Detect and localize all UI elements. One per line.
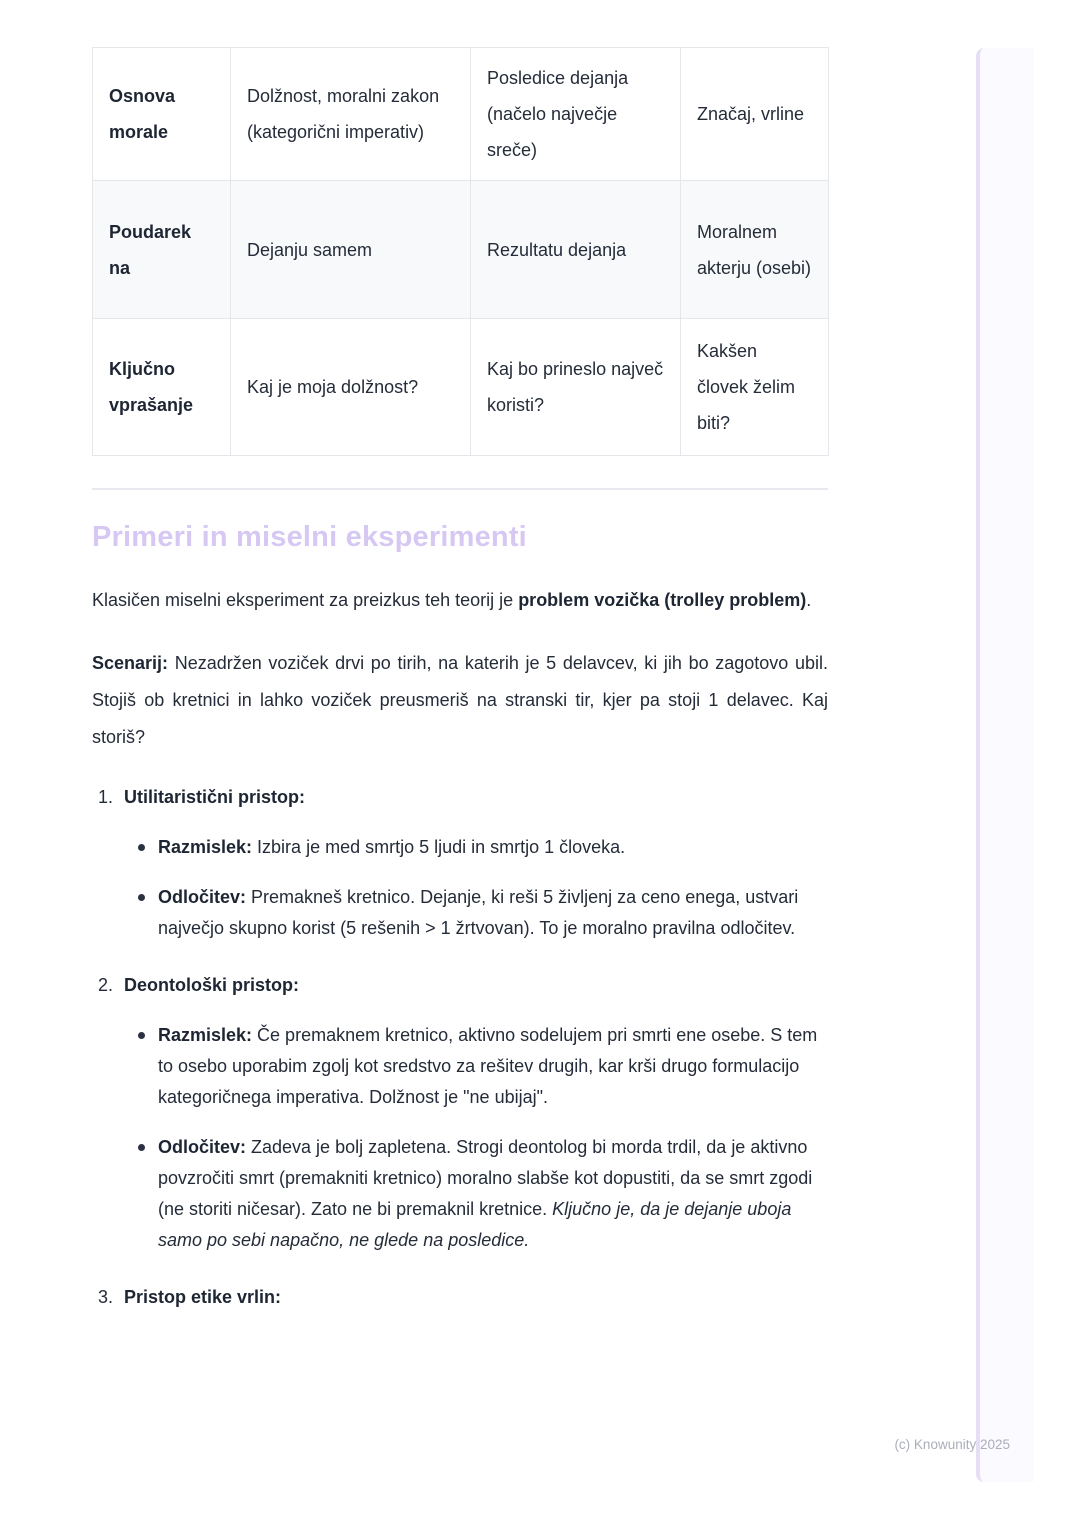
bullet-body-italic: Ključno je, da je dejanje uboja samo po sebi napačno, ne glede na posledice.	[158, 1199, 792, 1250]
copyright-notice: (c) Knowunity 2025	[894, 1437, 1010, 1452]
table-row	[93, 181, 829, 319]
intro-bold-term: problem vozička (trolley problem)	[518, 590, 807, 610]
scenario-paragraph	[92, 645, 828, 756]
list-item-number: 3.	[98, 1287, 114, 1307]
bullet-label: Odločitev:	[158, 887, 247, 907]
table-row-label: Ključno vprašanje	[93, 319, 231, 456]
bullet-icon	[138, 1144, 145, 1151]
bullet-body: Premakneš kretnico. Dejanje, ki reši 5 življenj za ceno enega, ustvari največjo skupno korist (5 rešenih > 1 žrtvovan). To je moralno pravilna odločitev.	[158, 887, 799, 938]
approaches-list	[92, 782, 828, 1313]
bullet-label: Razmislek:	[158, 1025, 253, 1045]
list-item	[92, 782, 828, 813]
list-item-title: Pristop etike vrlin:	[124, 1287, 282, 1307]
bullet-text	[158, 832, 828, 863]
document-page	[92, 47, 828, 1313]
table-cell-utilitarianism: Posledice dejanja (načelo največje sreče)	[471, 48, 681, 181]
table-row	[93, 48, 829, 181]
scenario-text: Nezadržen voziček drvi po tirih, na katerih je 5 delavcev, ki jih bo zagotovo ubil. Stojiš ob kretnici in lahko voziček preusmeriš na stranski tir, kjer pa stoji 1 delavec. Kaj storiš?	[92, 653, 828, 747]
intro-paragraph	[92, 582, 828, 619]
list-item-title: Deontološki pristop:	[124, 975, 299, 995]
approach-utilitarian	[92, 782, 828, 944]
section-heading: Primeri in miselni eksperimenti	[92, 521, 527, 553]
bullet-label: Odločitev:	[158, 1137, 247, 1157]
table-row-label: Poudarek na	[93, 181, 231, 319]
table-cell-utilitarianism: Rezultatu dejanja	[471, 181, 681, 319]
bullet-body: Izbira je med smrtjo 5 ljudi in smrtjo 1 človeka.	[252, 837, 626, 857]
bullet-body: Zadeva je bolj zapletena. Strogi deontolog bi morda trdil, da je aktivno povzročiti smrt (premakniti kretnico) moralno slabše kot dopustiti, da se smrt zgodi (ne storiti ničesar). Zato ne bi premaknil kretnice.	[158, 1137, 813, 1219]
table-cell-virtue-ethics: Kakšen človek želim biti?	[681, 319, 829, 456]
list-item	[92, 1282, 828, 1313]
table-row	[93, 319, 829, 456]
bullet-item	[92, 1020, 828, 1113]
bullet-item	[92, 832, 828, 863]
intro-text-end: .	[806, 590, 812, 610]
bullet-icon	[138, 894, 145, 901]
bullet-body: Če premaknem kretnico, aktivno sodelujem pri smrti ene osebe. S tem to osebo uporabim zgolj kot sredstvo za rešitev drugih, kar krši drugo formulacijo kategoričnega imperativa. Dolžnost je "ne ubijaj".	[158, 1025, 818, 1107]
section-divider	[92, 488, 828, 490]
bullet-icon	[138, 844, 145, 851]
bullet-item	[92, 882, 828, 944]
bullet-label: Razmislek:	[158, 837, 253, 857]
bullet-icon	[138, 1032, 145, 1039]
approach-deontological	[92, 970, 828, 1256]
scenario-label: Scenarij:	[92, 653, 169, 673]
table-row-label: Osnova morale	[93, 48, 231, 181]
list-item	[92, 970, 828, 1001]
ethics-comparison-table	[92, 47, 829, 456]
list-item-number: 2.	[98, 975, 114, 995]
table-cell-utilitarianism: Kaj bo prineslo največ koristi?	[471, 319, 681, 456]
table-cell-deontology: Kaj je moja dolžnost?	[231, 319, 471, 456]
table-cell-virtue-ethics: Moralnem akterju (osebi)	[681, 181, 829, 319]
bullet-item	[92, 1132, 828, 1256]
table-cell-deontology: Dejanju samem	[231, 181, 471, 319]
list-item-title: Utilitaristični pristop:	[124, 787, 306, 807]
intro-text: Klasičen miselni eksperiment za preizkus teh teorij je	[92, 590, 519, 610]
bullet-text	[158, 1020, 828, 1113]
bullet-text	[158, 1132, 828, 1256]
next-page-edge	[976, 48, 1034, 1482]
table-cell-virtue-ethics: Značaj, vrline	[681, 48, 829, 181]
list-item-number: 1.	[98, 787, 114, 807]
table-cell-deontology: Dolžnost, moralni zakon (kategorični imperativ)	[231, 48, 471, 181]
bullet-text	[158, 882, 828, 944]
approach-virtue-ethics	[92, 1282, 828, 1313]
